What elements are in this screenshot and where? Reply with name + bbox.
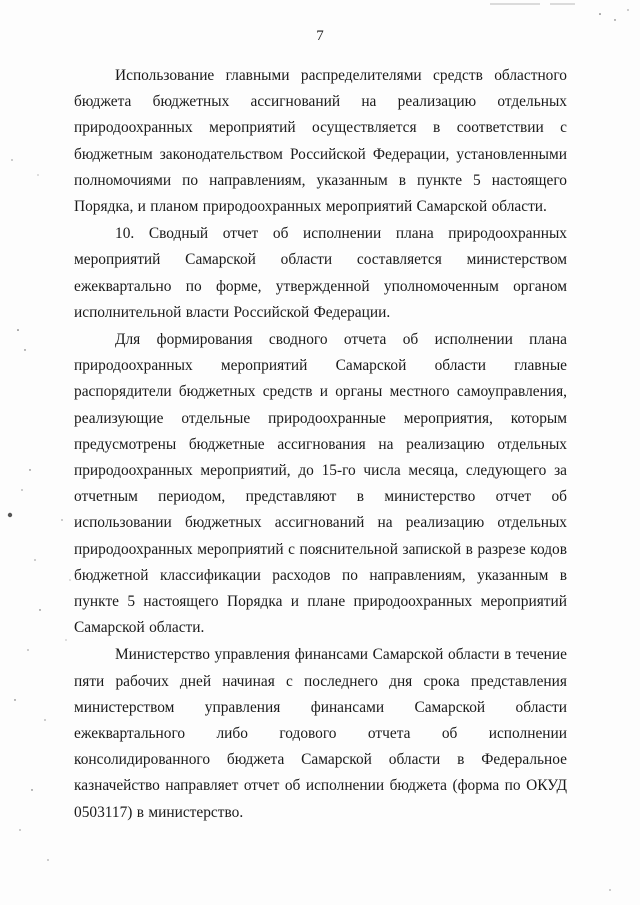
paragraph-report-formation: Для формирования сводного отчета об исполнении плана природоохранных мероприятий Самарской области главные распорядители бюджетных средств и органы местного самоуправления, реализующие отдельные природоохранные мероприятия, которым предусмотрены бюджетные ассигнования на реализацию отдельных природоохранных мероприятий, до 15-го числа месяца, следующего за отчетным периодом, представляют в министерство отчет об использовании бюджетных ассигнований на реализацию отдельных природоохранных мероприятий с пояснительной запиской в разрезе кодов бюджетной классификации расходов по направлениям, указанным в пункте 5 настоящего Порядка и плане природоохранных мероприятий Самарской области. — [74, 331, 567, 637]
paragraph-finance-ministry: Министерство управления финансами Самарской области в течение пяти рабочих дней начиная с последнего дня срока представления министерством управления финансами Самарской области ежеквартального либо годового отчета об исполнении консолидированного бюджета Самарской области в Федеральное казначейство направляет отчет об исполнении бюджета (форма по ОКУД 0503117) в министерство. — [74, 646, 567, 821]
paragraph-summary-report: 10. Сводный отчет об исполнении плана природоохранных мероприятий Самарской области составляется министерством ежеквартально по форме, утвержденной уполномоченным органом исполнительной власти Российской Федерации. — [74, 225, 567, 321]
paragraph-budget-usage: Использование главными распределителями средств областного бюджета бюджетных ассигнований на реализацию отдельных природоохранных мероприятий осуществляется в соответствии с бюджетным законодательством Российской Федерации, установленными полномочиями по направлениям, указанным в пункте 5 настоящего Порядка, и планом природоохранных мероприятий Самарской области. — [74, 67, 567, 216]
document-body — [74, 63, 567, 826]
page-number: 7 — [316, 28, 324, 44]
